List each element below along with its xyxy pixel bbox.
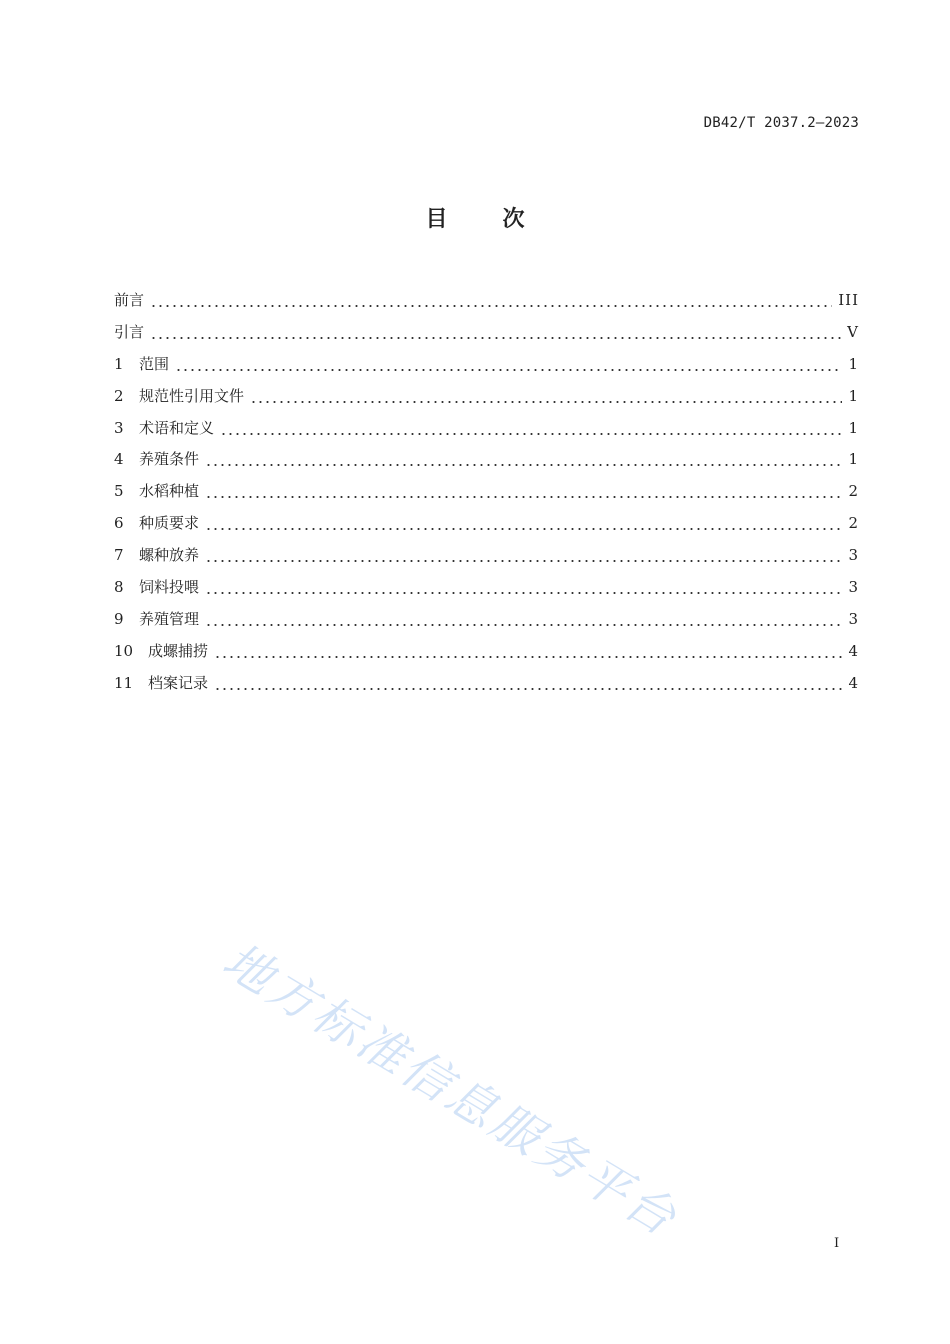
toc-entry-introduction[interactable] — [114, 316, 859, 348]
toc-entry-6[interactable] — [114, 507, 859, 539]
toc-entry-label: 水稻种植 — [139, 482, 200, 501]
toc-entry-foreword[interactable] — [114, 284, 859, 316]
toc-entry-page: 2 — [848, 482, 859, 501]
toc-entry-4[interactable] — [114, 443, 859, 475]
toc-entry-11[interactable] — [114, 667, 859, 699]
toc-dot-leader — [175, 354, 842, 374]
toc-entry-number: 7 — [114, 546, 124, 565]
toc-dot-leader — [205, 449, 842, 469]
toc-dot-leader — [250, 386, 842, 406]
toc-entry-page: V — [847, 322, 859, 341]
toc-entry-7[interactable] — [114, 539, 859, 571]
toc-entry-1[interactable] — [114, 348, 859, 380]
toc-entry-5[interactable] — [114, 475, 859, 507]
toc-entry-number: 5 — [114, 482, 124, 501]
toc-entry-number: 1 — [114, 354, 124, 373]
toc-entry-number: 10 — [114, 641, 134, 660]
toc-entry-label: 规范性引用文件 — [139, 386, 245, 405]
toc-entry-9[interactable] — [114, 603, 859, 635]
toc-dot-leader — [205, 609, 842, 629]
table-of-contents — [114, 284, 859, 699]
toc-entry-label: 范围 — [139, 354, 170, 373]
toc-entry-label: 种质要求 — [139, 514, 200, 533]
toc-entry-page: III — [838, 290, 859, 309]
toc-entry-label: 前言 — [114, 290, 145, 309]
toc-entry-number: 6 — [114, 514, 124, 533]
toc-entry-page: 1 — [848, 450, 859, 469]
toc-entry-2[interactable] — [114, 380, 859, 412]
toc-entry-label: 养殖管理 — [139, 609, 200, 628]
toc-entry-number: 8 — [114, 577, 124, 596]
toc-dot-leader — [205, 513, 842, 533]
toc-entry-number: 3 — [114, 418, 124, 437]
toc-entry-label: 螺种放养 — [139, 546, 200, 565]
toc-dot-leader — [205, 577, 842, 597]
toc-entry-page: 3 — [848, 546, 859, 565]
toc-entry-page: 1 — [848, 386, 859, 405]
toc-entry-label: 档案记录 — [148, 673, 209, 692]
toc-entry-label: 引言 — [114, 322, 145, 341]
toc-entry-page: 1 — [848, 418, 859, 437]
toc-entry-label: 术语和定义 — [139, 418, 215, 437]
toc-entry-page: 4 — [848, 641, 859, 660]
toc-entry-page: 1 — [848, 354, 859, 373]
toc-entry-page: 3 — [848, 609, 859, 628]
toc-entry-label: 成螺捕捞 — [148, 641, 209, 660]
title-char-1: 目 — [425, 207, 448, 232]
toc-dot-leader — [150, 290, 832, 310]
toc-dot-leader — [205, 481, 842, 501]
toc-dot-leader — [205, 545, 842, 565]
title-char-2: 次 — [502, 207, 525, 232]
toc-entry-number: 11 — [114, 673, 134, 692]
toc-entry-3[interactable] — [114, 412, 859, 444]
toc-entry-page: 3 — [848, 577, 859, 596]
toc-entry-page: 4 — [848, 673, 859, 692]
toc-entry-number: 2 — [114, 386, 124, 405]
document-code: DB42/T 2037.2—2023 — [703, 115, 859, 131]
toc-dot-leader — [214, 641, 842, 661]
page-title — [0, 202, 950, 233]
toc-entry-8[interactable] — [114, 571, 859, 603]
toc-entry-label: 养殖条件 — [139, 450, 200, 469]
page-number: I — [834, 1236, 840, 1251]
toc-dot-leader — [214, 673, 842, 693]
toc-entry-label: 饲料投喂 — [139, 577, 200, 596]
toc-entry-number: 9 — [114, 609, 124, 628]
toc-dot-leader — [220, 418, 842, 438]
toc-entry-number: 4 — [114, 450, 124, 469]
watermark-text: 地方标准信息服务平台 — [213, 932, 688, 1249]
toc-entry-10[interactable] — [114, 635, 859, 667]
toc-dot-leader — [150, 322, 841, 342]
toc-entry-page: 2 — [848, 514, 859, 533]
